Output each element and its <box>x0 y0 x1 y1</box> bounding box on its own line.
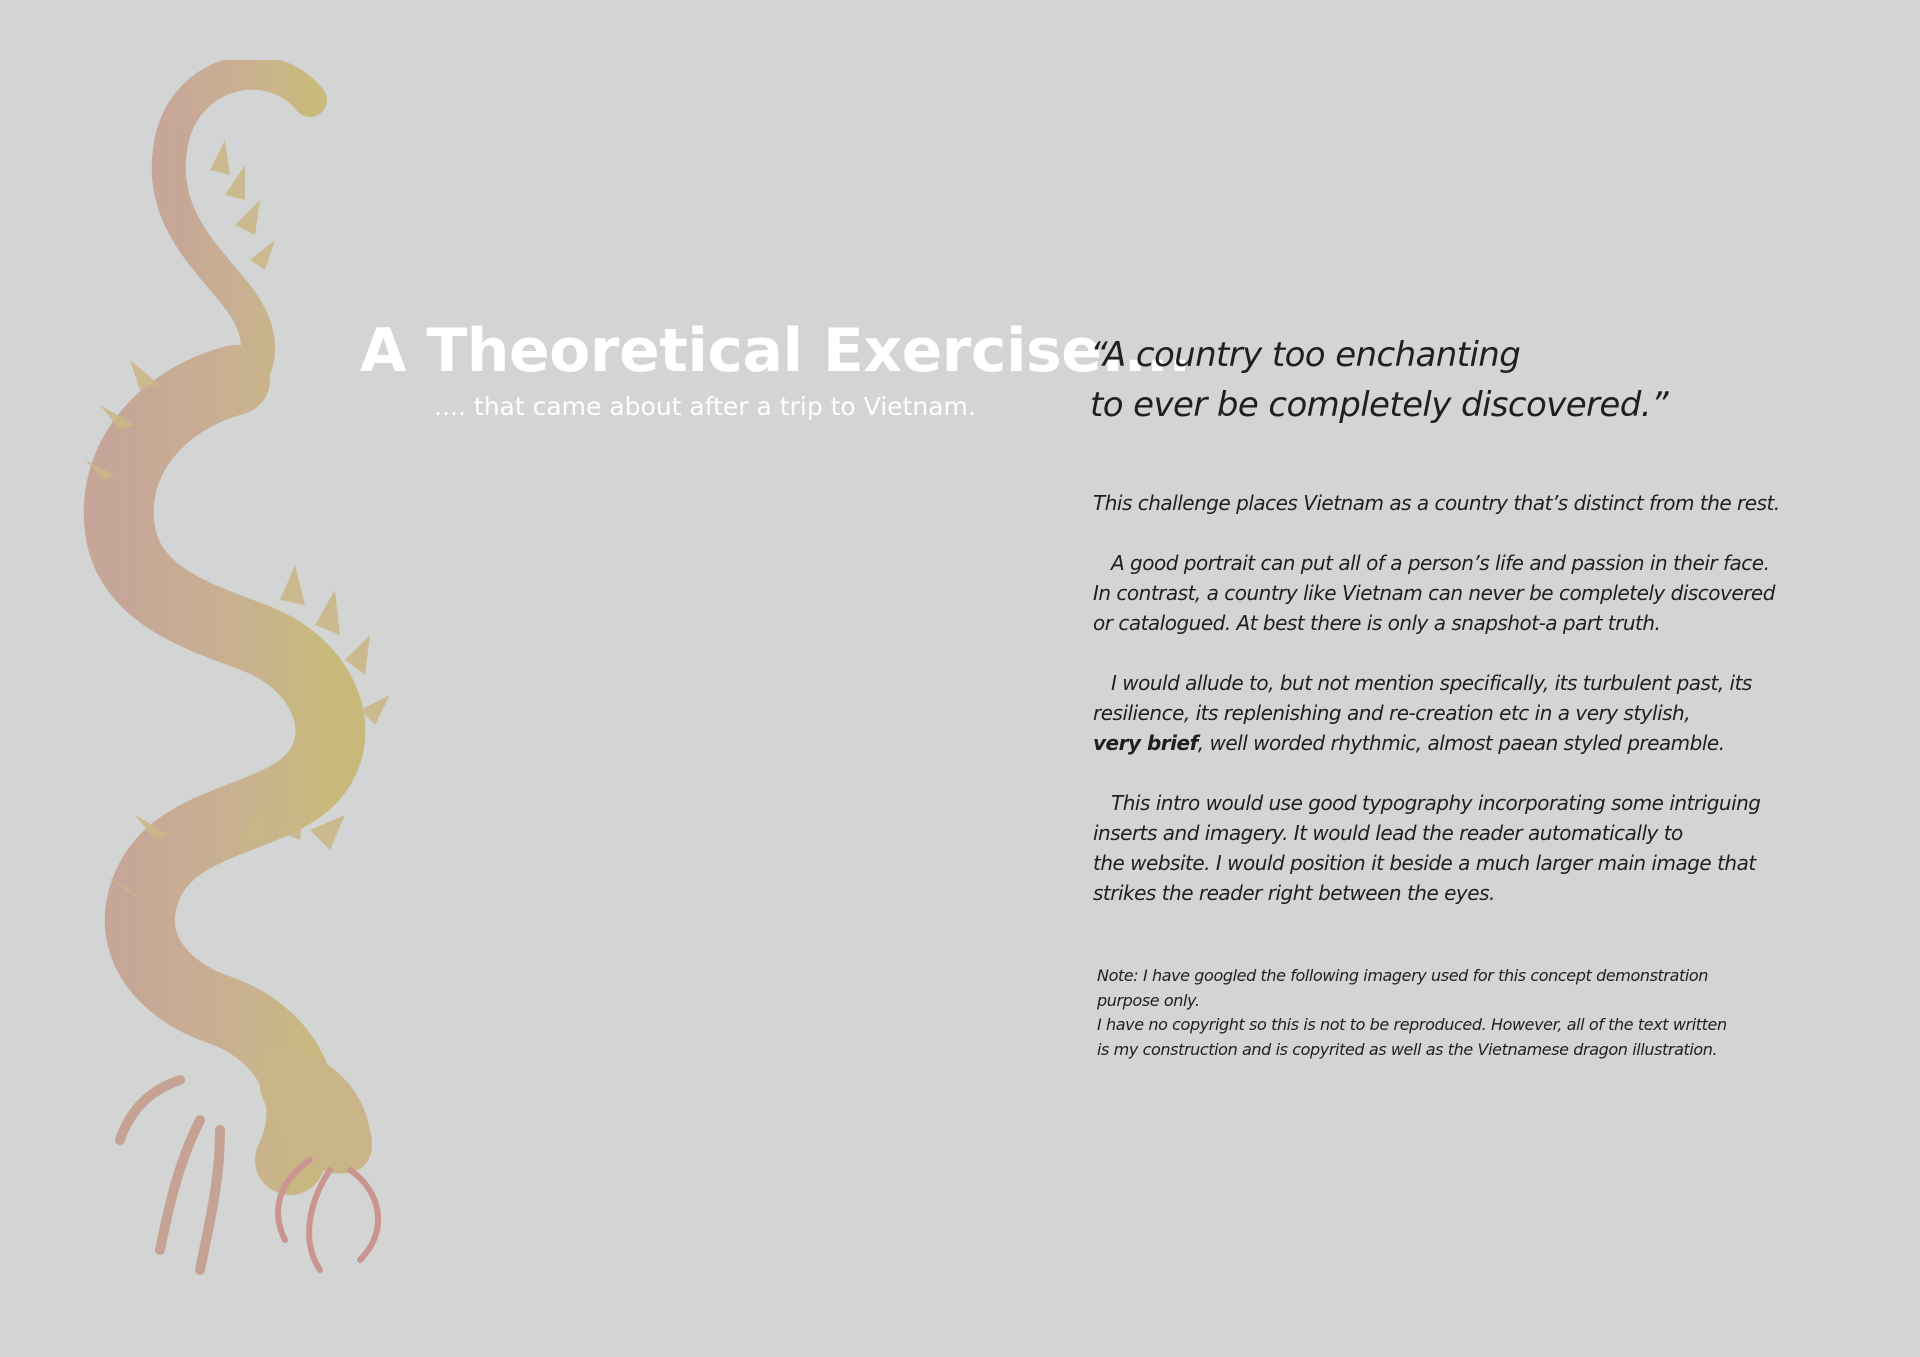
text-line: inserts and imagery. It would lead the reader automatically to <box>1093 821 1683 845</box>
page-subtitle: .... that came about after a trip to Vietnam. <box>434 392 976 421</box>
dragon-illustration <box>60 60 440 1320</box>
text-line: or catalogued. At best there is only a snapshot-a part truth. <box>1093 611 1661 635</box>
text-line: A good portrait can put all of a person’s life and passion in their face. <box>1111 551 1770 575</box>
paragraph <box>1093 788 1893 908</box>
quote-line: to ever be completely discovered.” <box>1090 385 1668 425</box>
page-title: A Theoretical Exercise.... <box>360 316 1191 386</box>
paragraph <box>1093 548 1893 638</box>
paragraph <box>1093 488 1893 518</box>
text-line: In contrast, a country like Vietnam can never be completely discovered <box>1093 581 1775 605</box>
text-fragment: , well worded rhythmic, almost paean styled preamble. <box>1197 731 1725 755</box>
emphasis-text: very brief <box>1093 731 1198 755</box>
text-line: the website. I would position it beside a much larger main image that <box>1093 851 1756 875</box>
body-text <box>1093 488 1893 938</box>
note-line: purpose only. <box>1097 990 1200 1010</box>
dragon-tail <box>169 73 310 390</box>
dragon-claws <box>120 1080 220 1270</box>
text-line: strikes the reader right between the eyes. <box>1093 881 1495 905</box>
text-line: This intro would use good typography incorporating some intriguing <box>1111 791 1761 815</box>
text-line: This challenge places Vietnam as a country that’s distinct from the rest. <box>1093 491 1780 515</box>
note-line: I have no copyright so this is not to be reproduced. However, all of the text written <box>1097 1015 1727 1034</box>
dragon-body <box>119 380 331 1160</box>
text-line: resilience, its replenishing and re-creation etc in a very stylish, <box>1093 701 1691 725</box>
quote-line: “A country too enchanting <box>1090 335 1521 375</box>
text-line: I would allude to, but not mention specifically, its turbulent past, its <box>1111 671 1752 695</box>
note-line: Note: I have googled the following imagery used for this concept demonstration <box>1097 966 1709 985</box>
text-line <box>1093 728 1893 758</box>
pull-quote <box>1090 330 1870 430</box>
dragon-whiskers <box>278 1160 378 1270</box>
copyright-note <box>1097 964 1877 1062</box>
paragraph <box>1093 668 1893 758</box>
title-block <box>360 316 1191 421</box>
note-line: is my construction and is copyrited as well as the Vietnamese dragon illustration. <box>1097 1039 1718 1059</box>
